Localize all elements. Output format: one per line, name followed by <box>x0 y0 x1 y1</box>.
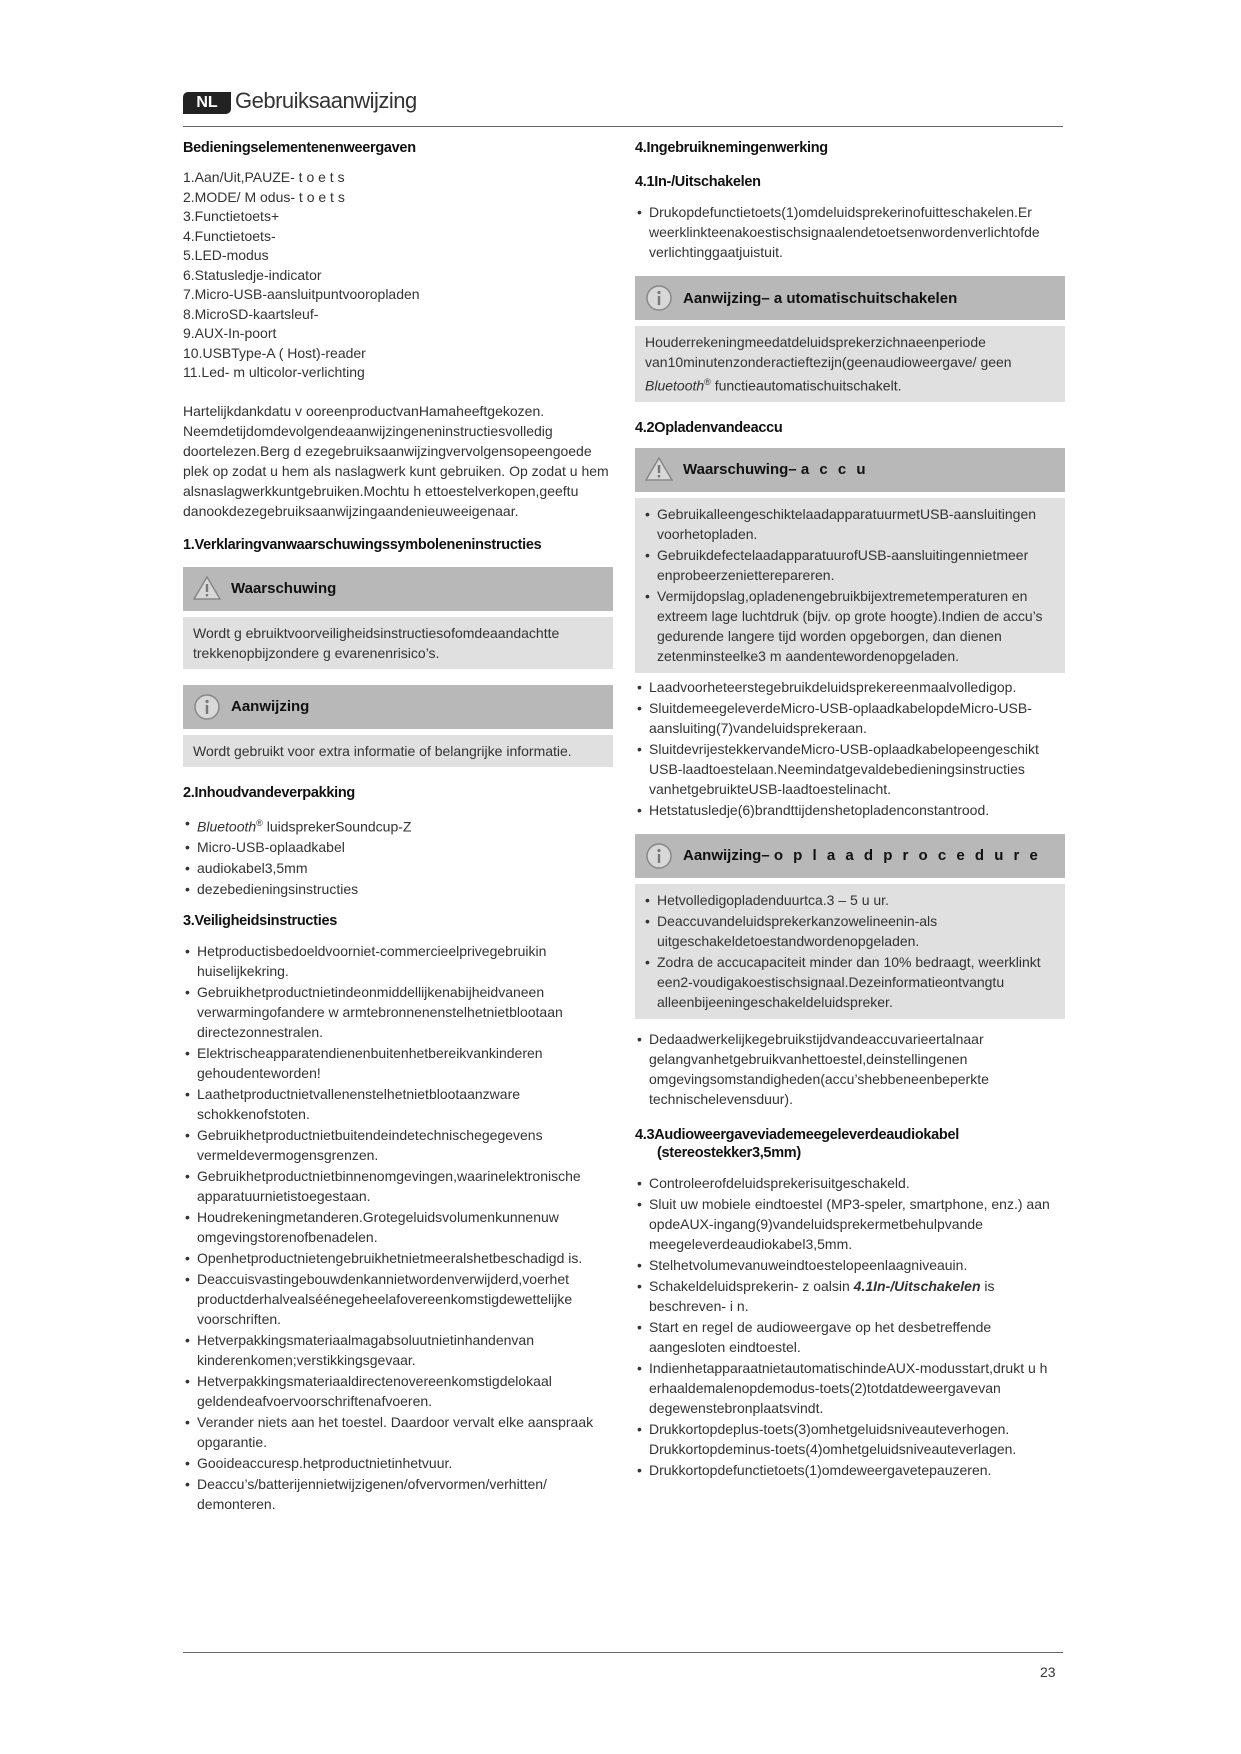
safety-list <box>183 941 613 1514</box>
list-item: • Laathetproductnietvallenenstelhetnietblootaanzware schokkenofstoten. <box>183 1084 613 1124</box>
list-item: 2.MODE/ M odus- t o e t s <box>183 188 345 205</box>
warning-box-body: Wordt g ebruiktvoorveiligheidsinstructiesofomdeaandachtte trekkenopbijzondere g evarenenrisico’s. <box>183 617 613 669</box>
list-item: 11.Led- m ulticolor-verlichting <box>183 364 365 380</box>
note-box-body: Wordt gebruikt voor extra informatie of belangrijke informatie. <box>183 735 613 767</box>
left-column <box>183 140 613 1515</box>
page-title: Gebruiksaanwijzing <box>235 88 417 113</box>
warning-box-header <box>183 567 613 611</box>
list-item: • Vermijdopslag,opladenengebruikbijextremetemperaturen en extreem lage luchtdruk (bijv. op grote hoogte).Indien de accu’s gedurende langere tijd worden opgeborgen, dan dienen zetenminsteelke3 m aandentewordenopgeladen. <box>643 586 1059 666</box>
section-4-2-heading: 4.2Opladenvandeaccu <box>635 419 783 436</box>
power-list <box>635 202 1065 262</box>
list-item: • Laadvoorheteerstegebruikdeluidsprekereenmaalvolledigop. <box>635 677 1065 697</box>
warning-battery-body <box>635 498 1065 673</box>
warning-battery-label: Waarschuwing– a c c u <box>683 461 869 479</box>
list-item: • GebruikdefectelaadapparatuurofUSB-aansluitingennietmeer enprobeerzenietterepareren. <box>643 545 1059 585</box>
note-charging-body <box>635 884 1065 1019</box>
list-item: • Houdrekeningmetanderen.Grotegeluidsvolumenkunnenuw omgevingstorenofbenadelen. <box>183 1207 613 1247</box>
list-item: 8.MicroSD-kaartsleuf- <box>183 305 319 322</box>
list-item: • Start en regel de audioweergave op het desbetreffende aangesloten eindtoestel. <box>635 1317 1065 1357</box>
note-auto-off-header <box>635 276 1065 320</box>
list-item: • Deaccuvandeluidsprekerkanzowelineenin-als uitgeschakeldetoestandwordenopgeladen. <box>643 911 1059 951</box>
list-item: • Hetverpakkingsmateriaalmagabsoluutnietinhandenvan kinderenkomen;verstikkingsgevaar. <box>183 1330 613 1370</box>
list-item: • Gebruikhetproductnietindeonmiddellijkenabijheidvaneen verwarmingofandere w armtebronnenenstelhetnietblootaan directezonnestralen. <box>183 982 613 1042</box>
section-4-1-heading: 4.1In-/Uitschakelen <box>635 174 761 190</box>
list-item: • Stelhetvolumevanuweindtoestelopeenlaagniveauin. <box>635 1255 1065 1275</box>
info-icon <box>645 842 673 870</box>
list-item: • SluitdevrijestekkervandeMicro-USB-oplaadkabelopeengeschikt USB-laadtoestelaan.Neemindatgevaldebedieningsinstructies vanhetgebruikteUSB-laadtoestelinacht. <box>635 739 1065 799</box>
list-item: • SluitdemeegeleverdeMicro-USB-oplaadkabelopdeMicro-USB- aansluiting(7)vandeluidsprekeraan. <box>635 698 1065 738</box>
list-item: • Drukkortopdefunctietoets(1)omdeweergavetepauzeren. <box>635 1460 1065 1480</box>
right-column <box>635 140 1065 1481</box>
list-item: • Hetvolledigopladenduurtca.3 – 5 u ur. <box>643 890 1059 910</box>
list-item: 3.Functietoets+ <box>183 208 280 224</box>
warning-battery-header <box>635 448 1065 492</box>
list-item: • Deaccu’s/batterijennietwijzigenen/ofvervormen/verhitten/ demonteren. <box>183 1474 613 1514</box>
list-item: 1.Aan/Uit,PAUZE- t o e t s <box>183 169 345 185</box>
audio-list <box>635 1173 1065 1480</box>
note-auto-off-body: Houderrekeningmeedatdeluidsprekerzichnaeenperiode van10minutenzonderactieftezijn(geenaudioweergave/ geen Bluetooth® functieautomatischuitschakelt. <box>635 326 1065 402</box>
note-auto-off-label: Aanwijzing– a utomatischuitschakelen <box>683 289 958 307</box>
controls-list <box>183 168 613 383</box>
list-item: 6.Statusledje-indicator <box>183 266 322 283</box>
note-charging-label: Aanwijzing– o p l a a d p r o c e d u r e <box>683 847 1041 865</box>
section-1-heading: 1.Verklaringvanwaarschuwingssymboleneninstructies <box>183 536 542 553</box>
list-item: • Schakeldeluidsprekerin- z oalsin 4.1In-/Uitschakelen is beschreven- i n. <box>635 1276 1065 1316</box>
list-item: • audiokabel3,5mm <box>183 858 613 878</box>
note-label: Aanwijzing <box>231 698 310 715</box>
list-item: • Hetverpakkingsmateriaaldirectenovereenkomstigdelokaal geldendeafvoervoorschriftenafvoeren. <box>183 1371 613 1411</box>
section-4-heading: 4.Ingebruiknemingenwerking <box>635 140 828 156</box>
list-item: • Gooideaccuresp.hetproductnietinhetvuur. <box>183 1453 613 1473</box>
info-icon <box>193 693 221 721</box>
list-item: • Sluit uw mobiele eindtoestel (MP3-speler, smartphone, enz.) aan opdeAUX-ingang(9)vandeluidsprekermetbehulpvande meegeleverdeaudiokabel3,5mm. <box>635 1194 1065 1254</box>
list-item: 5.LED-modus <box>183 247 269 263</box>
list-item: 7.Micro-USB-aansluitpuntvooropladen <box>183 286 420 302</box>
note-charging-header <box>635 834 1065 878</box>
page-number: 23 <box>1040 1664 1056 1680</box>
warning-icon <box>645 456 673 484</box>
section-reference: 4.1In-/Uitschakelen <box>853 1277 981 1294</box>
language-badge: NL <box>183 92 231 114</box>
controls-heading: Bedieningselementenenweergaven <box>183 140 416 156</box>
note-box-header <box>183 685 613 729</box>
section-3-heading: 3.Veiligheidsinstructies <box>183 913 337 930</box>
list-item: • Drukkortopdeplus-toets(3)omhetgeluidsniveauteverhogen. Drukkortopdeminus-toets(4)omhetgeluidsniveauteverlagen. <box>635 1419 1065 1459</box>
list-item: • Zodra de accucapaciteit minder dan 10% bedraagt, weerklinkt een2-voudigakoestischsignaal.Dezeinformatieontvangtu alleenbijeeningeschakeldeluidspreker. <box>643 952 1059 1012</box>
list-item: • Micro-USB-oplaadkabel <box>183 837 613 857</box>
package-list <box>183 813 613 900</box>
list-item: • IndienhetapparaatnietautomatischindeAUX-modusstart,drukt u h erhaaldemalenopdemodus-toets(2)totdatdeweergavevan degewenstebronplaatsvindt. <box>635 1358 1065 1418</box>
list-item: • Drukopdefunctietoets(1)omdeluidsprekerinofuitteschakelen.Er weerklinkteenakoestischsignaalendetoetsenwordenverlichtofde verlichtinggaatjuistuit. <box>635 202 1065 262</box>
section-2-heading: 2.Inhoudvandeverpakking <box>183 784 355 801</box>
list-item: 4.Functietoets- <box>183 227 276 244</box>
info-icon <box>645 284 673 312</box>
list-item: • Bluetooth® luidsprekerSoundcup-Z <box>183 813 613 837</box>
list-item: • GebruikalleengeschiktelaadapparatuurmetUSB-aansluitingen voorhetopladen. <box>643 504 1059 544</box>
list-item: • Elektrischeapparatendienenbuitenhetbereikvankinderen gehoudenteworden! <box>183 1043 613 1083</box>
usage-list <box>635 1029 1065 1109</box>
list-item: 9.AUX-In-poort <box>183 325 277 341</box>
warning-icon <box>193 575 221 603</box>
section-4-3-subheading: (stereostekker3,5mm) <box>657 1144 801 1161</box>
charging-list <box>635 677 1065 820</box>
section-4-3-heading: 4.3Audioweergaveviademeegeleverdeaudiokabel <box>635 1126 959 1143</box>
list-item: • Deaccuisvastingebouwdenkannietwordenverwijderd,voerhet productderhalvealséénegeheelafovereenkomstigdewettelijke voorschriften. <box>183 1269 613 1329</box>
intro-paragraph: Hartelijkdankdatu v ooreenproductvanHamaheeftgekozen. Neemdetijdomdevolgendeaanwijzingeneninstructiesvolledig doortelezen.Berg d ezegebruiksaanwijzingvervolgensopeengoede plek op zodat u hem als naslagwerk kunt gebruiken. Op zodat u hem alsnaslagwerkkuntgebruiken.Mochtu h ettoestelverkopen,geeftu danookdezegebruiksaanwijzingaandenieuweeigenaar. <box>183 402 609 519</box>
list-item: • Dedaadwerkelijkegebruikstijdvandeaccuvarieertalnaar gelangvanhetgebruikvanhettoestel,deinstellingenen omgevingsomstandigheden(accu’shebbeneenbeperkte technischelevensduur). <box>635 1029 1065 1109</box>
list-item: • Hetstatusledje(6)brandttijdenshetopladenconstantrood. <box>635 800 1065 820</box>
list-item: • Controleerofdeluidsprekerisuitgeschakeld. <box>635 1173 1065 1193</box>
footer-divider <box>183 1652 1063 1653</box>
list-item: • dezebedieningsinstructies <box>183 879 613 899</box>
list-item: • Hetproductisbedoeldvoorniet-commercieelprivegebruikin huiselijkekring. <box>183 941 613 981</box>
list-item: • Verander niets aan het toestel. Daardoor vervalt elke aanspraak opgarantie. <box>183 1412 613 1452</box>
page-header <box>183 88 1063 127</box>
list-item: • Gebruikhetproductnietbinnenomgevingen,waarinelektronische apparatuurnietistoegestaan. <box>183 1166 613 1206</box>
list-item: • Gebruikhetproductnietbuitendeindetechnischegegevens vermeldevermogensgrenzen. <box>183 1125 613 1165</box>
list-item: • Openhetproductnietengebruikhetnietmeeralshetbeschadigd is. <box>183 1248 613 1268</box>
list-item: 10.USBType-A ( Host)-reader <box>183 344 366 361</box>
warning-label: Waarschuwing <box>231 580 337 597</box>
